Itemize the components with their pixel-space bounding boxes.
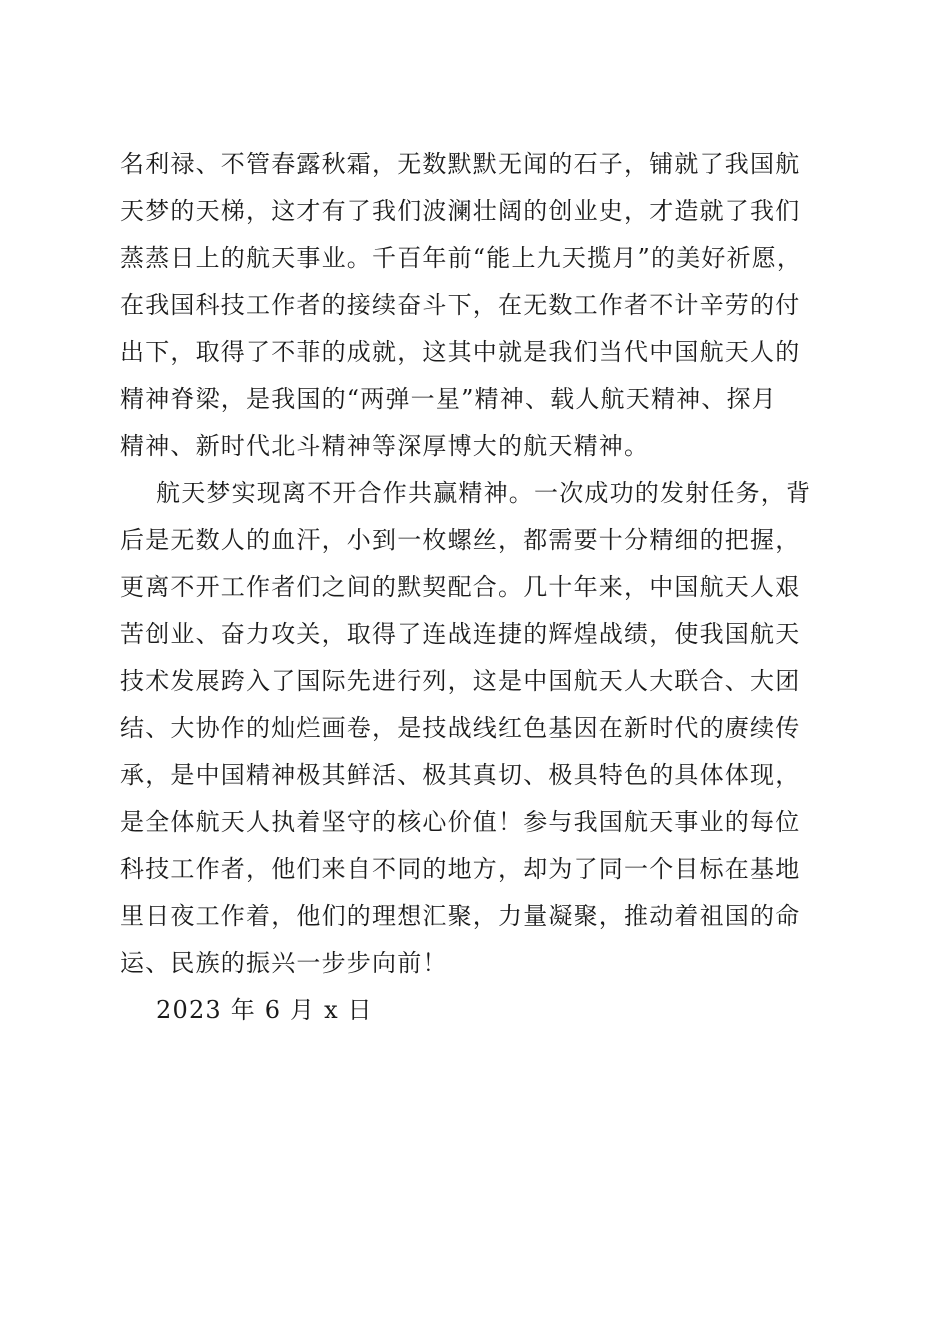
- paragraph-2-line-11: 运、民族的振兴一步步向前！: [120, 949, 448, 977]
- paragraph-2-line-10: 里日夜工作着，他们的理想汇聚，力量凝聚，推动着祖国的命: [120, 902, 801, 930]
- paragraph-2-line-1: 航天梦实现离不开合作共赢精神。一次成功的发射任务，背: [156, 479, 812, 507]
- paragraph-2-line-9: 科技工作者，他们来自不同的地方，却为了同一个目标在基地: [120, 855, 801, 883]
- paragraph-2-line-6: 结、大协作的灿烂画卷，是技战线红色基因在新时代的赓续传: [120, 714, 801, 742]
- paragraph-1-line-1: 名利禄、不管春露秋霜，无数默默无闻的石子，铺就了我国航: [120, 150, 801, 178]
- document-date: 2023 年 6 月 x 日: [156, 996, 373, 1024]
- paragraph-1-line-4: 在我国科技工作者的接续奋斗下，在无数工作者不计辛劳的付: [120, 291, 801, 319]
- paragraph-2-line-3: 更离不开工作者们之间的默契配合。几十年来，中国航天人艰: [120, 573, 801, 601]
- paragraph-2-line-8: 是全体航天人执着坚守的核心价值！参与我国航天事业的每位: [120, 808, 801, 836]
- paragraph-1-line-7: 精神、新时代北斗精神等深厚博大的航天精神。: [120, 432, 650, 460]
- paragraph-1-line-2: 天梦的天梯，这才有了我们波澜壮阔的创业史，才造就了我们: [120, 197, 801, 225]
- paragraph-1-line-6: 精神脊梁，是我国的“两弹一星”精神、载人航天精神、探月: [120, 385, 777, 413]
- paragraph-2-line-2: 后是无数人的血汗，小到一枚螺丝，都需要十分精细的把握，: [120, 526, 801, 554]
- paragraph-1-line-5: 出下，取得了不菲的成就，这其中就是我们当代中国航天人的: [120, 338, 801, 366]
- paragraph-2-line-7: 承，是中国精神极其鲜活、极其真切、极具特色的具体体现，: [120, 761, 801, 789]
- paragraph-2-line-4: 苦创业、奋力攻关，取得了连战连捷的辉煌战绩，使我国航天: [120, 620, 801, 648]
- paragraph-1-line-3: 蒸蒸日上的航天事业。千百年前“能上九天揽月”的美好祈愿，: [120, 244, 803, 272]
- paragraph-2-line-5: 技术发展跨入了国际先进行列，这是中国航天人大联合、大团: [120, 667, 801, 695]
